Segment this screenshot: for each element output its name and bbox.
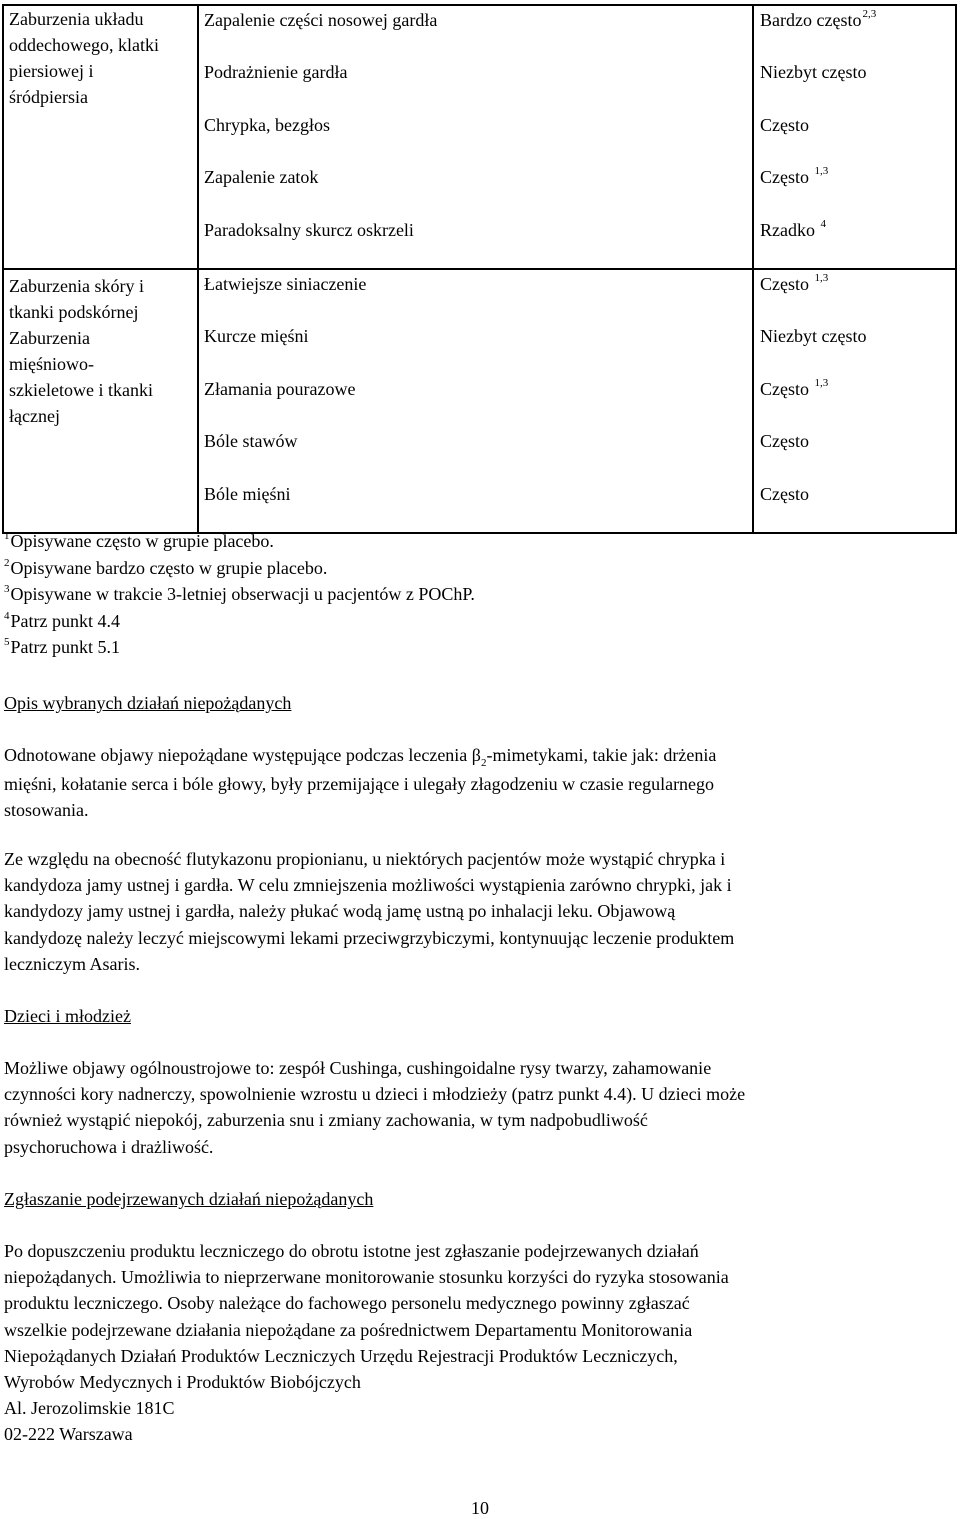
- paragraph-line: również wystąpić niepokój, zaburzenia snu i zmiany zachowania, w tym nadpobudliwość: [4, 1110, 648, 1131]
- footnote-text: Opisywane w trakcie 3-letniej obserwacji u pacjentów z POChP.: [10, 584, 475, 604]
- paragraph-line: Al. Jerozolimskie 181C: [4, 1398, 175, 1419]
- effect-name: Bóle stawów: [204, 431, 298, 452]
- effect-cell: [198, 269, 753, 533]
- organ-class-cell: [3, 5, 198, 269]
- frequency-value: [754, 216, 955, 268]
- frequency-value: [754, 375, 955, 427]
- footnote-ref: 1,3: [814, 165, 829, 178]
- effect-name: Paradoksalny skurcz oskrzeli: [204, 219, 414, 240]
- footnote-text: Opisywane bardzo często w grupie placebo.: [10, 557, 328, 578]
- paragraph-line: Możliwe objawy ogólnoustrojowe to: zespół Cushinga, cushingoidalne rysy twarzy, zahamowanie: [4, 1058, 712, 1078]
- frequency-text: Niezbyt często: [760, 326, 867, 347]
- effect-name: Podrażnienie gardła: [204, 62, 348, 83]
- effect-name: Kurcze mięśni: [204, 326, 309, 347]
- frequency-value: [754, 427, 955, 479]
- footnote-text: Opisywane często w grupie placebo.: [10, 531, 274, 551]
- paragraph-line: czynności kory nadnerczy, spowolnienie wzrostu u dzieci i młodzieży (patrz punkt 4.4). U dzieci może: [4, 1084, 746, 1105]
- effect-cell: [198, 5, 753, 269]
- paragraph-line: Wyrobów Medycznych i Produktów Biobójczych: [4, 1372, 361, 1393]
- footnote-text: Patrz punkt 5.1: [10, 637, 120, 657]
- paragraph-line: psychoruchowa i drażliwość.: [4, 1136, 214, 1157]
- page-number: 10: [471, 1498, 489, 1518]
- paragraph-line: kandydozy jamy ustnej i gardła, należy płukać wodą jamę ustną po inhalacji leku. Objawową: [4, 901, 676, 922]
- footnote-ref: 1,3: [814, 376, 829, 389]
- section-heading-zglaszanie: Zgłaszanie podejrzewanych działań niepożądanych: [4, 1189, 374, 1209]
- footnote-mark: 4: [4, 609, 10, 622]
- text-run: -mimetykami, takie jak: drżenia: [486, 745, 717, 765]
- footnote-mark: 5: [4, 636, 10, 648]
- frequency-value: [754, 163, 955, 215]
- frequency-value: [754, 6, 955, 58]
- organ-class-line: szkieletowe i tkanki: [9, 379, 153, 400]
- frequency-text: Często: [760, 431, 809, 452]
- organ-class-line: tkanki podskórnej: [9, 301, 139, 322]
- effect-name: Chrypka, bezgłos: [204, 114, 330, 135]
- organ-class-line: piersiowej i: [9, 61, 94, 81]
- paragraph-line: mięśni, kołatanie serca i bóle głowy, były przemijające i ulegały złagodzeniu w czasie regularnego: [4, 774, 715, 795]
- paragraph-line: kandydoza jamy ustnej i gardła. W celu zmniejszenia możliwości wystąpienia zarówno chrypki, jak i: [4, 875, 732, 896]
- frequency-text: Niezbyt często: [760, 62, 867, 83]
- paragraph-line: Niepożądanych Działań Produktów Leczniczych Urzędu Rejestracji Produktów Leczniczych,: [4, 1345, 678, 1366]
- organ-class-line: łącznej: [9, 405, 60, 426]
- text-run: Odnotowane objawy niepożądane występujące podczas leczenia β: [4, 745, 481, 765]
- paragraph-line: niepożądanych. Umożliwia to nieprzerwane monitorowanie stosunku korzyści do ryzyka stosowania: [4, 1267, 729, 1288]
- frequency-text: Często: [760, 167, 809, 188]
- frequency-text: Często: [760, 378, 809, 399]
- paragraph-line: Po dopuszczeniu produktu leczniczego do obrotu istotne jest zgłaszanie podejrzewanych działań: [4, 1241, 699, 1261]
- footnote-mark: 2: [4, 556, 10, 569]
- organ-class-line: mięśniowo-: [9, 353, 94, 374]
- frequency-text: Często: [760, 273, 809, 294]
- organ-class-line: Zaburzenia układu: [9, 9, 144, 29]
- footnote-ref: 1,3: [814, 271, 829, 284]
- paragraph-line: 02-222 Warszawa: [4, 1424, 133, 1445]
- frequency-text: Rzadko: [760, 219, 815, 240]
- frequency-text: Często: [760, 483, 809, 504]
- effect-name: Złamania pourazowe: [204, 378, 356, 399]
- paragraph-line: produktu leczniczego. Osoby należące do fachowego personelu medycznego powinny zgłaszać: [4, 1293, 690, 1314]
- frequency-cell: [753, 269, 956, 533]
- frequency-cell: [753, 5, 956, 269]
- effect-name: Łatwiejsze siniaczenie: [204, 273, 367, 294]
- paragraph-line: leczniczym Asaris.: [4, 953, 140, 974]
- paragraph-line: Ze względu na obecność flutykazonu propionianu, u niektórych pacjentów może wystąpić chrypka i: [4, 849, 726, 869]
- frequency-value: [754, 58, 955, 110]
- paragraph-line: stosowania.: [4, 800, 89, 821]
- footnote: [4, 581, 475, 608]
- paragraph-line: [4, 742, 954, 771]
- paragraph-opis-1: [4, 742, 954, 824]
- footnotes: [4, 528, 475, 661]
- footnote: [4, 528, 475, 555]
- effect-name: Bóle mięśni: [204, 483, 291, 504]
- section-heading-opis: Opis wybranych działań niepożądanych: [4, 693, 292, 713]
- frequency-value: [754, 480, 955, 532]
- organ-class-line: śródpiersia: [9, 87, 88, 107]
- effect-name: Zapalenie zatok: [204, 167, 319, 188]
- table-row: [3, 269, 956, 533]
- organ-class-line: Zaburzenia: [9, 327, 90, 348]
- frequency-text: Często: [760, 114, 809, 135]
- frequency-value: [754, 111, 955, 163]
- footnote-mark: 1: [4, 530, 10, 542]
- organ-class-cell: [3, 269, 198, 533]
- footnote: [4, 608, 475, 635]
- footnote-ref: 2,3: [862, 8, 877, 20]
- frequency-value: [754, 270, 955, 322]
- paragraph-dzieci: [4, 1055, 954, 1160]
- footnote: [4, 555, 475, 582]
- organ-class-line: Zaburzenia skóry i: [9, 275, 144, 296]
- effect-name: Zapalenie części nosowej gardła: [204, 10, 438, 30]
- paragraph-zglaszanie: [4, 1238, 954, 1448]
- paragraph-line: wszelkie podejrzewane działania niepożądane za pośrednictwem Departamentu Monitorowania: [4, 1319, 693, 1340]
- table-row: [3, 5, 956, 269]
- section-heading-dzieci: Dzieci i młodzież: [4, 1006, 131, 1026]
- footnote-mark: 3: [4, 583, 10, 595]
- footnote: [4, 634, 475, 661]
- subscript: 2: [480, 757, 487, 769]
- footnote-text: Patrz punkt 4.4: [10, 610, 120, 631]
- footnote-ref: 4: [820, 217, 826, 230]
- frequency-text: Bardzo często: [760, 10, 862, 30]
- organ-class-line: oddechowego, klatki: [9, 35, 159, 55]
- adverse-effects-table: [2, 4, 957, 534]
- paragraph-opis-2: [4, 846, 954, 977]
- paragraph-line: kandydozę należy leczyć miejscowymi lekami przeciwgrzybiczymi, kontynuując leczenie produktem: [4, 927, 735, 948]
- frequency-value: [754, 322, 955, 374]
